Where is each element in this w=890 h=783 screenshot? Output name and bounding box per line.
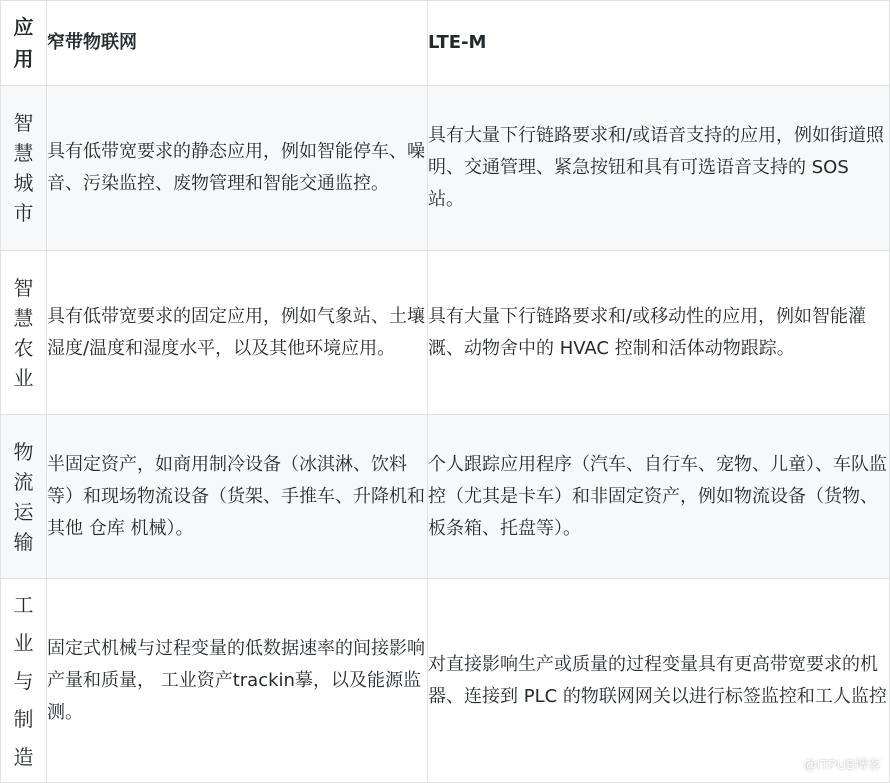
header-application-label: 应用: [13, 15, 34, 71]
row-application-label: 物流运输: [13, 439, 34, 554]
table-row: [1, 251, 890, 415]
header-lte-m: LTE-M: [428, 1, 890, 86]
table-row: [1, 579, 890, 783]
row-nb-iot: 具有低带宽要求的固定应用，例如气象站、土壤湿度/温度和湿度水平，以及其他环境应用。: [47, 251, 428, 415]
row-application: [1, 251, 47, 415]
row-application-label: 智慧城市: [13, 111, 34, 225]
row-application-label: 智慧农业: [13, 275, 34, 390]
table-row: [1, 415, 890, 579]
row-lte-m: 个人跟踪应用程序（汽车、自行车、宠物、儿童）、车队监控（尤其是卡车）和非固定资产，例如物流设备（货物、板条箱、托盘等）。: [428, 415, 890, 579]
row-lte-m: 对直接影响生产或质量的过程变量具有更高带宽要求的机器、连接到 PLC 的物联网网关以进行标签监控和工人监控: [428, 579, 890, 783]
row-lte-m: 具有大量下行链路要求和/或语音支持的应用，例如街道照明、交通管理、紧急按钮和具有可选语音支持的 SOS 站。: [428, 86, 890, 251]
row-application: [1, 415, 47, 579]
row-application: [1, 86, 47, 251]
header-nb-iot: 窄带物联网: [47, 1, 428, 86]
table-row: [1, 86, 890, 251]
row-lte-m: 具有大量下行链路要求和/或移动性的应用，例如智能灌溉、动物舍中的 HVAC 控制和活体动物跟踪。: [428, 251, 890, 415]
row-application-label: 工业与制造: [13, 592, 34, 769]
header-row: [1, 1, 890, 86]
watermark: @ITPUB博客: [803, 757, 881, 772]
row-nb-iot: 半固定资产，如商用制冷设备（冰淇淋、饮料等）和现场物流设备（货架、手推车、升降机和 其他 仓库 机械）。: [47, 415, 428, 579]
header-application: [1, 1, 47, 86]
row-nb-iot: 固定式机械与过程变量的低数据速率的间接影响产量和质量， 工业资产trackin摹，以及能源监测。: [47, 579, 428, 783]
row-nb-iot: 具有低带宽要求的静态应用，例如智能停车、噪音、污染监控、废物管理和智能交通监控。: [47, 86, 428, 251]
row-application: [1, 579, 47, 783]
